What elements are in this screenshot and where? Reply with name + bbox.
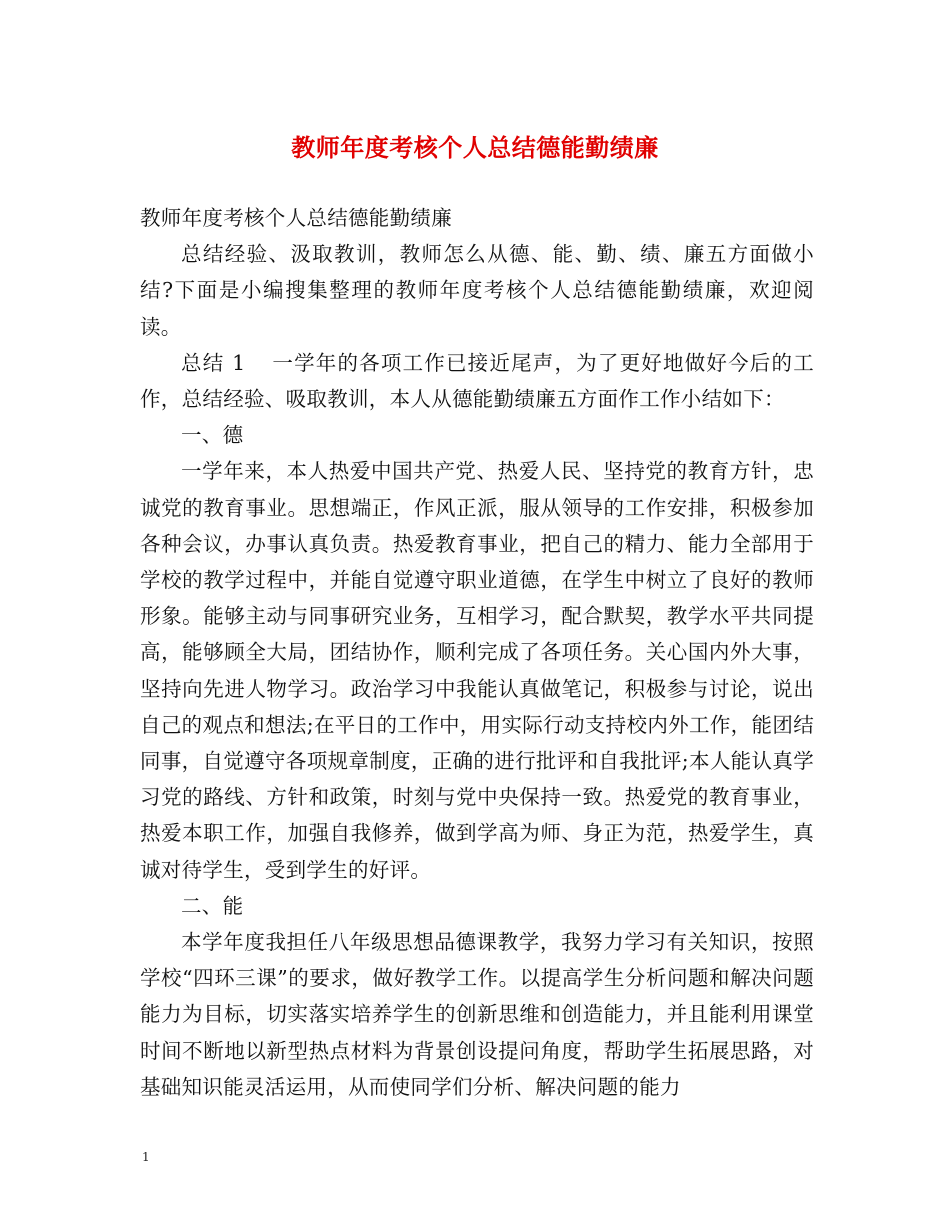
section-heading-neng: 二、能: [181, 893, 244, 918]
section-heading-de: 一、德: [181, 423, 244, 448]
paragraph-summary-1: [140, 345, 814, 417]
paragraph-neng-content: 本学年度我担任八年级思想品德课教学，我努力学习有关知识，按照学校“四环三课”的要求，做好教学工作。以提高学生分析问题和解决问题能力为目标，切实落实培养学生的创新思维和创造能力，并且能利用课堂时间不断地以新型热点材料为背景创设提问角度，帮助学生拓展思路，对基础知识能灵活运用，从而使同学们分析、解决问题的能力: [140, 930, 814, 1099]
document-title: 教师年度考核个人总结德能勤绩廉: [291, 133, 659, 162]
paragraph-de-content: 一学年来，本人热爱中国共产党、热爱人民、坚持党的教育方针，忠诚党的教育事业。思想端正，作风正派，服从领导的工作安排，积极参加各种会议，办事认真负责。热爱教育事业，把自己的精力、能力全部用于学校的教学过程中，并能自觉遵守职业道德，在学生中树立了良好的教师形象。能够主动与同事研究业务，互相学习，配合默契，教学水平共同提高，能够顾全大局，团结协作，顺利完成了各项任务。关心国内外大事，坚持向先进人物学习。政治学习中我能认真做笔记，积极参与讨论，说出自己的观点和想法;在平日的工作中，用实际行动支持校内外工作，能团结同事，自觉遵守各项规章制度，正确的进行批评和自我批评;本人能认真学习党的路线、方针和政策，时刻与党中央保持一致。热爱党的教育事业，热爱本职工作，加强自我修养，做到学高为师、身正为范，热爱学生，真诚对待学生，受到学生的好评。: [140, 459, 814, 882]
paragraph-subtitle: 教师年度考核个人总结德能勤绩廉: [140, 206, 452, 230]
paragraph-intro: 总结经验、汲取教训，教师怎么从德、能、勤、绩、廉五方面做小结?下面是小编搜集整理的教师年度考核个人总结德能勤绩廉，欢迎阅读。: [140, 242, 814, 339]
page-number: 1: [142, 1150, 150, 1164]
summary-1-text: 一学年的各项工作已接近尾声，为了更好地做好今后的工作，总结经验、吸取教训，本人从德能勤绩廉五方面作工作小结如下：: [140, 350, 814, 412]
document-body: [140, 200, 814, 1105]
summary-label: 总结 1: [181, 350, 246, 375]
